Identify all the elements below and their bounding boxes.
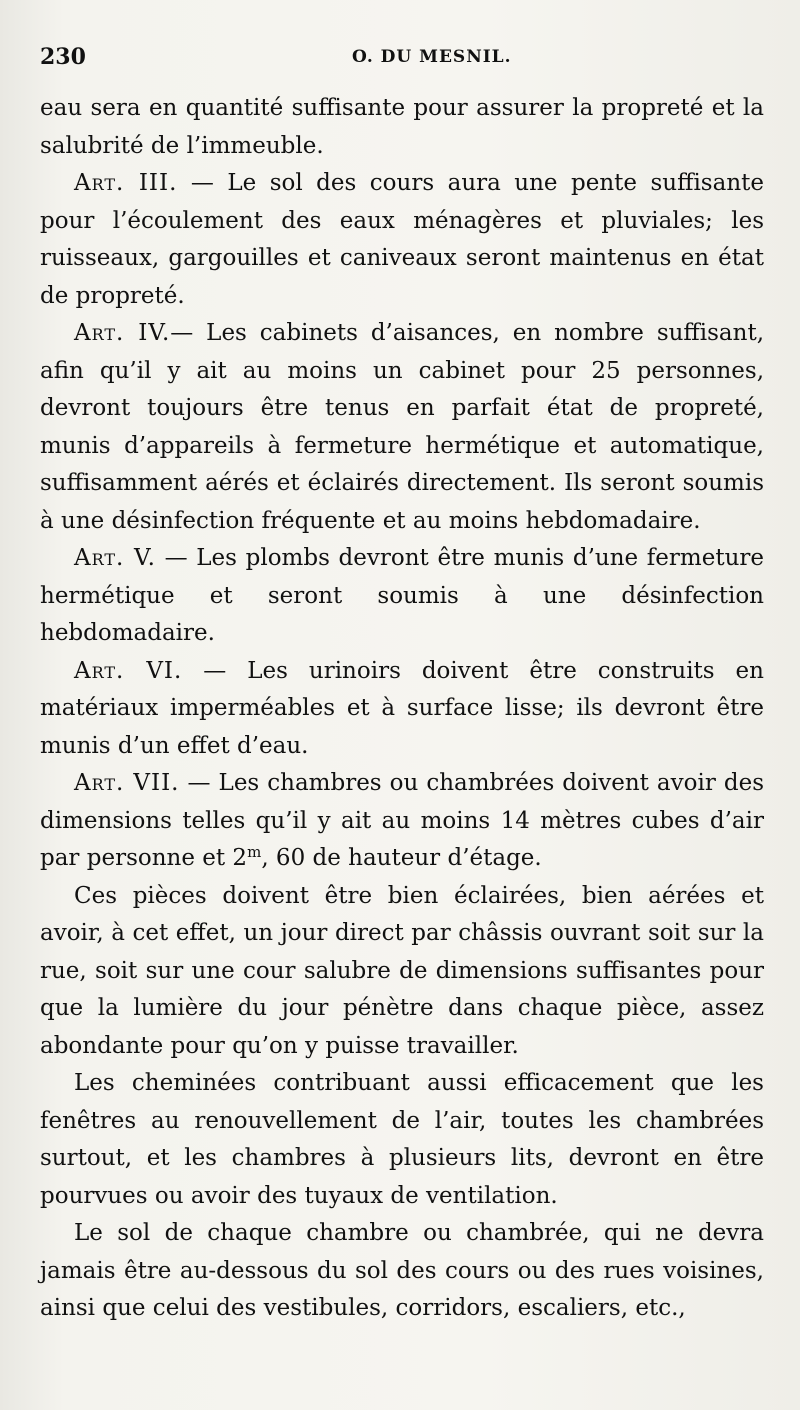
article-v [40, 540, 764, 653]
paragraph-text: Les cheminées contribuant aussi efficacement que les fenêtres au renouvellement de l’air, toutes les chambrées surtout, et les chambres à plusieurs lits, devront en être pourvues ou avoir des tuyaux de ventilation. [40, 1070, 764, 1209]
paragraph-text-continued: , 60 de hauteur d’étage. [261, 845, 542, 871]
paragraph-sol [40, 1215, 764, 1328]
paragraph-1 [40, 90, 764, 165]
paragraph-text: Le sol de chaque chambre ou chambrée, qui ne devra jamais être au-dessous du sol des cours ou des rues voisines, ainsi que celui des vestibules, corridors, escaliers, etc., [40, 1220, 764, 1321]
article-iii [40, 165, 764, 315]
page-number: 230 [40, 44, 86, 70]
article-label: Art. VII. [74, 770, 180, 796]
paragraph-text: — Les plombs devront être munis d’une fermeture hermétique et seront soumis à une désinfection hebdomadaire. [40, 545, 764, 646]
article-vii [40, 765, 764, 878]
page-header [40, 44, 760, 74]
paragraph-text: — Les urinoirs doivent être construits en matériaux imperméables et à surface lisse; ils devront être munis d’un effet d’eau. [40, 657, 764, 759]
article-vi [40, 653, 764, 766]
article-label: Art. V. [74, 545, 156, 571]
paragraph-text: — Le sol des cours aura une pente suffisante pour l’écoulement des eaux ménagères et pluviales; les ruisseaux, gargouilles et caniveaux seront maintenus en état de propreté. [40, 170, 764, 309]
superscript: m [247, 843, 262, 861]
paragraph-cheminees [40, 1065, 764, 1215]
body-text [40, 90, 764, 1328]
article-label: Art. III. [74, 170, 178, 196]
paragraph-text: eau sera en quantité suffisante pour assurer la propreté et la salubrité de l’immeuble. [40, 95, 764, 159]
paragraph-text: Ces pièces doivent être bien éclairées, bien aérées et avoir, à cet effet, un jour direct par châssis ouvrant soit sur la rue, soit sur une cour salubre de dimensions suffisantes pour que la lumière du jour pénètre dans chaque pièce, assez abondante pour qu’on y puisse travailler. [40, 882, 764, 1059]
running-head: O. DU MESNIL. [352, 47, 512, 67]
paragraph-pieces [40, 878, 764, 1066]
article-label: Art. VI. [74, 657, 183, 684]
paragraph-text: — Les chambres ou chambrées doivent avoir des dimensions telles qu’il y ait au moins 14 mètres cubes d’air par personne et 2 [40, 770, 764, 871]
paragraph-text: — Les cabinets d’aisances, en nombre suffisant, afin qu’il y ait au moins un cabinet pour 25 personnes, devront toujours être tenus en parfait état de propreté, munis d’appareils à fermeture hermétique et automatique, suffisamment aérés et éclairés directement. Ils seront soumis à une désinfection fréquente et au moins hebdomadaire. [40, 320, 765, 534]
article-iv [40, 315, 764, 540]
article-label: Art. IV. [74, 320, 171, 346]
